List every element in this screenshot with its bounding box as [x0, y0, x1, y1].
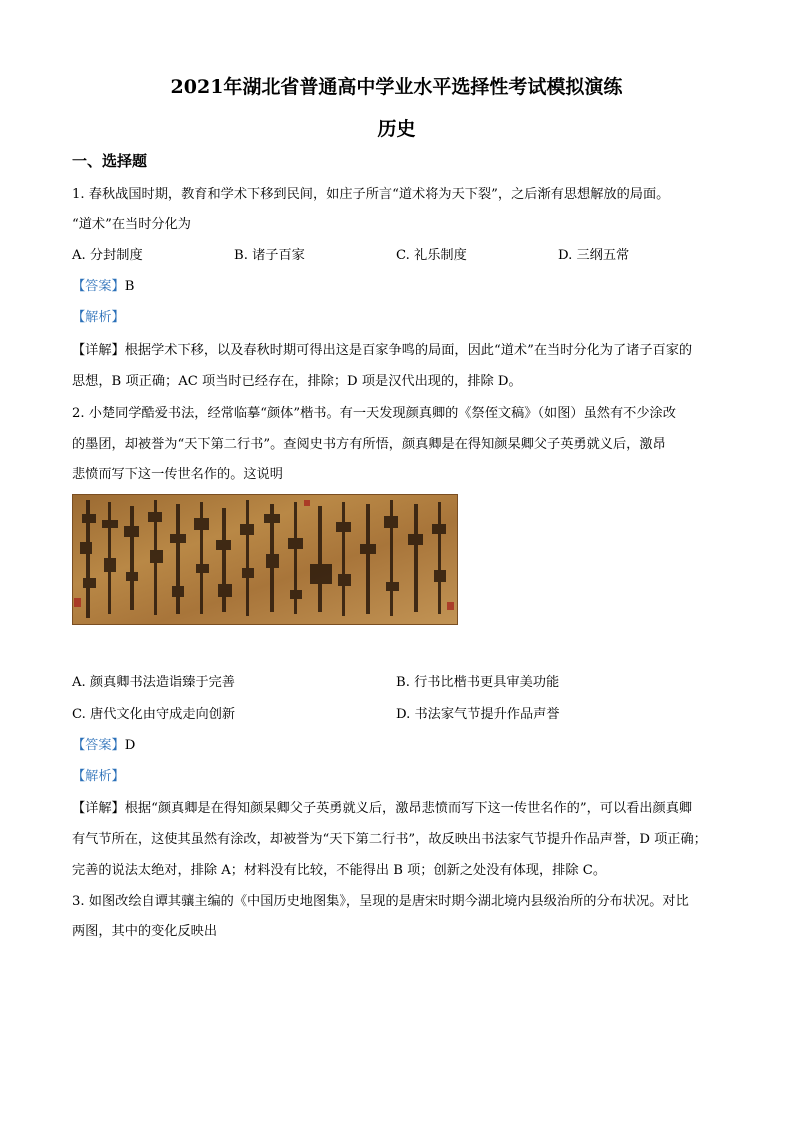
answer-value: D: [124, 738, 136, 753]
q3-stem-line1: 3. 如图改绘自谭其骧主编的《中国历史地图集》，呈现的是唐宋时期今湖北境内县级治所的分布状况。对比: [72, 894, 689, 909]
q3-stem-line2: 两图，其中的变化反映出: [72, 924, 218, 939]
q2-option-a: A. 颜真卿书法造诣臻于完善: [72, 675, 235, 690]
q2-detail-line3: 完善的说法太绝对，排除 A；材料没有比较，不能得出 B 项；创新之处没有体现，排除 C。: [72, 863, 607, 878]
answer-label: 【答案】: [72, 738, 125, 753]
q2-stem-line2: 的墨团，却被誉为“天下第二行书”。查阅史书方有所悟，颜真卿是在得知颜杲卿父子英勇就义后，激昂: [72, 437, 666, 452]
q1-detail-line1: 【详解】根据学术下移，以及春秋时期可得出这是百家争鸣的局面，因此“道术”在当时分化为了诸子百家的: [72, 343, 693, 358]
q1-answer: [72, 275, 134, 294]
answer-label: 【答案】: [72, 279, 125, 294]
page-title: 2021年湖北省普通高中学业水平选择性考试模拟演练: [170, 76, 623, 98]
q1-option-c: C. 礼乐制度: [396, 248, 467, 263]
q2-detail-line2: 有气节所在，这使其虽然有涂改，却被誉为“天下第二行书”，故反映出书法家气节提升作品声誉，D 项正确；: [72, 832, 707, 847]
q1-detail-line2: 思想，B 项正确；AC 项当时已经存在，排除；D 项是汉代出现的，排除 D。: [72, 374, 522, 389]
section-heading: 一、选择题: [72, 152, 148, 170]
q2-option-c: C. 唐代文化由守成走向创新: [72, 707, 236, 722]
q2-analysis-label: 【解析】: [72, 769, 125, 784]
q1-stem-line1: 1. 春秋战国时期，教育和学术下移到民间，如庄子所言“道术将为天下裂”，之后渐有思想解放的局面。: [72, 187, 670, 202]
answer-value: B: [124, 279, 135, 294]
q2-stem-line1: 2. 小楚同学酷爱书法，经常临摹“颜体”楷书。有一天发现颜真卿的《祭侄文稿》（如图）虽然有不少涂改: [72, 406, 676, 421]
q2-stem-line3: 悲愤而写下这一传世名作的。这说明: [72, 467, 283, 482]
q1-analysis-label: 【解析】: [72, 310, 125, 325]
calligraphy-image: [72, 494, 458, 625]
q1-option-b: B. 诸子百家: [234, 248, 305, 263]
q2-option-d: D. 书法家气节提升作品声誉: [396, 707, 560, 722]
q1-stem-line2: “道术”在当时分化为: [72, 217, 191, 232]
q2-answer: [72, 734, 135, 753]
q2-option-b: B. 行书比楷书更具审美功能: [396, 675, 560, 690]
q1-option-d: D. 三纲五常: [558, 248, 630, 263]
subject-heading: 历史: [377, 118, 416, 140]
q1-option-a: A. 分封制度: [72, 248, 143, 263]
q2-detail-line1: 【详解】根据“颜真卿是在得知颜杲卿父子英勇就义后，激昂悲愤而写下这一传世名作的”，可以看出颜真卿: [72, 801, 693, 816]
